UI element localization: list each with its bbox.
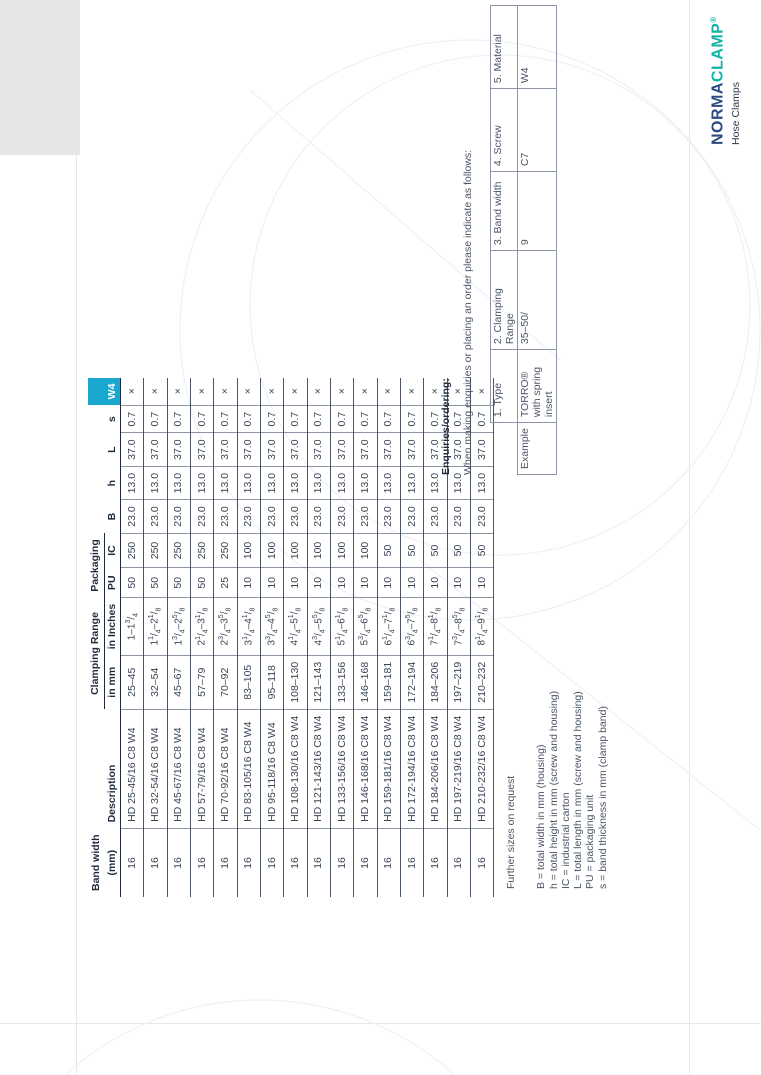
header-h: h: [104, 466, 121, 499]
cell-ic: 100: [354, 533, 377, 568]
cell-b: 23.0: [237, 500, 260, 533]
cell-range-inches: $7^3/_4-8^5/_8$: [447, 598, 470, 656]
cell-l: 37.0: [167, 433, 190, 466]
cell-band-width: 16: [400, 828, 423, 897]
cell-h: 13.0: [400, 466, 423, 499]
legend-item: PU = packaging unit: [584, 794, 597, 889]
cell-w4: ×: [447, 378, 470, 406]
cell-h: 13.0: [260, 466, 283, 499]
cell-description: HD 121-143/16 C8 W4: [307, 709, 330, 828]
cell-description: HD 32-54/16 C8 W4: [144, 709, 167, 828]
cell-range-mm: 210–232: [470, 655, 493, 709]
cell-description: HD 25-45/16 C8 W4: [121, 709, 144, 828]
header-w4: W4: [104, 378, 121, 406]
cell-range-inches: $1^1/_4-2^1/_8$: [144, 598, 167, 656]
legend-item: L = total length in mm (screw and housing): [572, 691, 585, 889]
cell-range-mm: 32–54: [144, 655, 167, 709]
cell-h: 13.0: [377, 466, 400, 499]
table-row: [167, 378, 190, 897]
cell-range-mm: 83–105: [237, 655, 260, 709]
cell-w4: ×: [167, 378, 190, 406]
table-row: [121, 378, 144, 897]
cell-s: 0.7: [400, 405, 423, 433]
cell-range-mm: 184–206: [424, 655, 447, 709]
cell-range-mm: 95–118: [260, 655, 283, 709]
cell-ic: 50: [470, 533, 493, 568]
cell-b: 23.0: [307, 500, 330, 533]
cell-b: 23.0: [260, 500, 283, 533]
cell-description: HD 210-232/16 C8 W4: [470, 709, 493, 828]
legend-item: B = total width in mm (housing): [535, 744, 548, 889]
header-ic: IC: [104, 533, 121, 568]
cell-s: 0.7: [214, 405, 237, 433]
cell-pu: 50: [167, 568, 190, 598]
order-header-material: 5. Material: [491, 6, 518, 89]
order-header-band-width: 3. Band width: [491, 172, 518, 251]
cell-pu: 10: [330, 568, 353, 598]
cell-range-mm: 172–194: [400, 655, 423, 709]
cell-h: 13.0: [190, 466, 213, 499]
cell-description: HD 57-79/16 C8 W4: [190, 709, 213, 828]
cell-s: 0.7: [284, 405, 307, 433]
cell-pu: 10: [237, 568, 260, 598]
cell-w4: ×: [237, 378, 260, 406]
cell-l: 37.0: [284, 433, 307, 466]
cell-pu: 50: [190, 568, 213, 598]
cell-band-width: 16: [121, 828, 144, 897]
cell-w4: ×: [284, 378, 307, 406]
cell-range-mm: 45–67: [167, 655, 190, 709]
cell-range-mm: 70–92: [214, 655, 237, 709]
cell-l: 37.0: [354, 433, 377, 466]
order-row-label: Example: [518, 423, 557, 475]
cell-w4: ×: [307, 378, 330, 406]
order-value-screw: C7: [518, 89, 557, 172]
cell-range-mm: 146–168: [354, 655, 377, 709]
product-table: [88, 378, 494, 897]
cell-band-width: 16: [470, 828, 493, 897]
cell-range-inches: $2^3/_4-3^5/_8$: [214, 598, 237, 656]
cell-pu: 25: [214, 568, 237, 598]
cell-w4: ×: [121, 378, 144, 406]
cell-b: 23.0: [470, 500, 493, 533]
cell-band-width: 16: [144, 828, 167, 897]
further-sizes-note: Further sizes on request: [505, 775, 517, 889]
cell-l: 37.0: [260, 433, 283, 466]
order-value-type: TORRO® with spring insert: [518, 350, 557, 423]
cell-w4: ×: [260, 378, 283, 406]
cell-s: 0.7: [260, 405, 283, 433]
cell-s: 0.7: [354, 405, 377, 433]
order-value-material: W4: [518, 6, 557, 89]
header-l: L: [104, 433, 121, 466]
cell-description: HD 159-181/16 C8 W4: [377, 709, 400, 828]
enquiries-text: When making enquiries or placing an order please indicate as follows:: [462, 149, 474, 475]
cell-range-mm: 57–79: [190, 655, 213, 709]
cell-l: 37.0: [470, 433, 493, 466]
cell-h: 13.0: [424, 466, 447, 499]
cell-ic: 100: [284, 533, 307, 568]
cell-range-inches: $3^3/_4-4^5/_8$: [260, 598, 283, 656]
cell-s: 0.7: [144, 405, 167, 433]
cell-w4: ×: [190, 378, 213, 406]
header-pu: PU: [104, 568, 121, 598]
cell-band-width: 16: [190, 828, 213, 897]
cell-b: 23.0: [144, 500, 167, 533]
cell-w4: ×: [214, 378, 237, 406]
table-row: [330, 378, 353, 897]
cell-l: 37.0: [121, 433, 144, 466]
table-row: [144, 378, 167, 897]
cell-s: 0.7: [237, 405, 260, 433]
cell-band-width: 16: [447, 828, 470, 897]
cell-range-mm: 121–143: [307, 655, 330, 709]
cell-description: HD 133-156/16 C8 W4: [330, 709, 353, 828]
cell-b: 23.0: [400, 500, 423, 533]
cell-ic: 50: [400, 533, 423, 568]
cell-band-width: 16: [167, 828, 190, 897]
header-s: s: [104, 405, 121, 433]
cell-s: 0.7: [167, 405, 190, 433]
cell-range-inches: $5^1/_4-6^1/_8$: [330, 598, 353, 656]
cell-l: 37.0: [377, 433, 400, 466]
cell-range-mm: 108–130: [284, 655, 307, 709]
enquiries-section: [440, 150, 474, 475]
cell-ic: 250: [214, 533, 237, 568]
cell-w4: ×: [377, 378, 400, 406]
table-row: [400, 378, 423, 897]
table-row: [284, 378, 307, 897]
cell-range-inches: $8^1/_4-9^1/_8$: [470, 598, 493, 656]
cell-pu: 10: [424, 568, 447, 598]
cell-s: 0.7: [377, 405, 400, 433]
table-row: [354, 378, 377, 897]
cell-h: 13.0: [121, 466, 144, 499]
cell-w4: ×: [424, 378, 447, 406]
cell-ic: 50: [424, 533, 447, 568]
cell-band-width: 16: [377, 828, 400, 897]
cell-l: 37.0: [190, 433, 213, 466]
cell-ic: 250: [144, 533, 167, 568]
cell-ic: 50: [377, 533, 400, 568]
table-row: [307, 378, 330, 897]
cell-ic: 50: [447, 533, 470, 568]
cell-range-inches: $5^3/_4-6^5/_8$: [354, 598, 377, 656]
cell-range-inches: $1^3/_4-2^5/_8$: [167, 598, 190, 656]
cell-b: 23.0: [354, 500, 377, 533]
cell-l: 37.0: [214, 433, 237, 466]
cell-band-width: 16: [237, 828, 260, 897]
cell-w4: ×: [400, 378, 423, 406]
cell-h: 13.0: [237, 466, 260, 499]
cell-range-mm: 159–181: [377, 655, 400, 709]
table-row: [260, 378, 283, 897]
cell-s: 0.7: [424, 405, 447, 433]
cell-l: 37.0: [330, 433, 353, 466]
cell-band-width: 16: [284, 828, 307, 897]
cell-range-mm: 133–156: [330, 655, 353, 709]
cell-s: 0.7: [447, 405, 470, 433]
header-band-width-unit: (mm): [104, 828, 121, 897]
cell-h: 13.0: [470, 466, 493, 499]
cell-pu: 10: [377, 568, 400, 598]
cell-w4: ×: [330, 378, 353, 406]
cell-b: 23.0: [190, 500, 213, 533]
order-value-clamping-range: 35–50/: [518, 251, 557, 350]
cell-description: HD 172-194/16 C8 W4: [400, 709, 423, 828]
cell-w4: ×: [354, 378, 377, 406]
cell-b: 23.0: [121, 500, 144, 533]
cell-range-inches: $7^1/_4-8^1/_8$: [424, 598, 447, 656]
cell-l: 37.0: [400, 433, 423, 466]
cell-band-width: 16: [330, 828, 353, 897]
cell-b: 23.0: [284, 500, 307, 533]
header-b: B: [104, 500, 121, 533]
cell-l: 37.0: [447, 433, 470, 466]
cell-l: 37.0: [424, 433, 447, 466]
cell-b: 23.0: [447, 500, 470, 533]
cell-ic: 250: [190, 533, 213, 568]
cell-pu: 10: [307, 568, 330, 598]
cell-l: 37.0: [307, 433, 330, 466]
cell-band-width: 16: [260, 828, 283, 897]
legend-item: h = total height in mm (screw and housing): [547, 690, 560, 889]
cell-h: 13.0: [284, 466, 307, 499]
cell-pu: 10: [260, 568, 283, 598]
cell-s: 0.7: [190, 405, 213, 433]
cell-ic: 100: [307, 533, 330, 568]
table-row: [377, 378, 400, 897]
cell-band-width: 16: [424, 828, 447, 897]
cell-pu: 10: [284, 568, 307, 598]
cell-band-width: 16: [307, 828, 330, 897]
cell-w4: ×: [144, 378, 167, 406]
order-header-type: 1. Type: [491, 350, 518, 423]
cell-pu: 10: [470, 568, 493, 598]
enquiries-title: Enquiries/ordering:: [440, 378, 452, 475]
brand-subtitle: Hose Clamps: [730, 81, 742, 145]
cell-pu: 10: [447, 568, 470, 598]
cell-ic: 100: [260, 533, 283, 568]
legend-item: IC = industrial carton: [559, 792, 572, 889]
cell-h: 13.0: [144, 466, 167, 499]
cell-range-inches: $6^3/_4-7^5/_8$: [400, 598, 423, 656]
notes: [505, 691, 609, 889]
header-in-inches: in Inches: [104, 598, 121, 656]
cell-description: HD 184-206/16 C8 W4: [424, 709, 447, 828]
cell-description: HD 83-105/16 C8 W4: [237, 709, 260, 828]
cell-description: HD 108-130/16 C8 W4: [284, 709, 307, 828]
cell-pu: 10: [400, 568, 423, 598]
cell-ic: 250: [121, 533, 144, 568]
cell-h: 13.0: [214, 466, 237, 499]
cell-band-width: 16: [354, 828, 377, 897]
cell-s: 0.7: [470, 405, 493, 433]
order-example-table: [490, 5, 557, 475]
cell-range-inches: $4^1/_4-5^1/_8$: [284, 598, 307, 656]
cell-b: 23.0: [167, 500, 190, 533]
cell-pu: 10: [354, 568, 377, 598]
order-header-clamping-range: 2. Clamping Range: [491, 251, 518, 350]
cell-ic: 100: [237, 533, 260, 568]
header-description: Description: [104, 709, 121, 828]
cell-ic: 100: [330, 533, 353, 568]
legend-item: s = band thickness in mm (clamp band): [596, 706, 609, 889]
header-band-width: Band width: [89, 834, 102, 891]
order-value-band-width: 9: [518, 172, 557, 251]
cell-range-mm: 25–45: [121, 655, 144, 709]
cell-b: 23.0: [330, 500, 353, 533]
cell-h: 13.0: [307, 466, 330, 499]
table-row: [214, 378, 237, 897]
table-row: [190, 378, 213, 897]
cell-range-inches: $1-1^3/_4$: [121, 598, 144, 656]
cell-description: HD 146-168/16 C8 W4: [354, 709, 377, 828]
header-clamping-range: Clamping Range: [88, 598, 104, 709]
cell-range-inches: $6^1/_4-7^1/_8$: [377, 598, 400, 656]
cell-pu: 50: [144, 568, 167, 598]
table-row: [237, 378, 260, 897]
order-header-screw: 4. Screw: [491, 89, 518, 172]
cell-range-inches: $4^3/_4-5^5/_8$: [307, 598, 330, 656]
cell-s: 0.7: [307, 405, 330, 433]
cell-description: HD 95-118/16 C8 W4: [260, 709, 283, 828]
cell-range-inches: $3^1/_4-4^1/_8$: [237, 598, 260, 656]
cell-h: 13.0: [330, 466, 353, 499]
cell-l: 37.0: [237, 433, 260, 466]
cell-pu: 50: [121, 568, 144, 598]
cell-band-width: 16: [214, 828, 237, 897]
header-packaging: Packaging: [88, 533, 104, 598]
cell-description: HD 197-219/16 C8 W4: [447, 709, 470, 828]
cell-w4: ×: [470, 378, 493, 406]
cell-h: 13.0: [167, 466, 190, 499]
cell-ic: 250: [167, 533, 190, 568]
cell-b: 23.0: [377, 500, 400, 533]
header-in-mm: in mm: [104, 655, 121, 709]
cell-s: 0.7: [330, 405, 353, 433]
cell-l: 37.0: [144, 433, 167, 466]
cell-description: HD 45-67/16 C8 W4: [167, 709, 190, 828]
cell-description: HD 70-92/16 C8 W4: [214, 709, 237, 828]
cell-range-mm: 197–219: [447, 655, 470, 709]
cell-b: 23.0: [214, 500, 237, 533]
cell-s: 0.7: [121, 405, 144, 433]
cell-range-inches: $2^1/_4-3^1/_8$: [190, 598, 213, 656]
cell-b: 23.0: [424, 500, 447, 533]
cell-h: 13.0: [447, 466, 470, 499]
cell-h: 13.0: [354, 466, 377, 499]
brand-logo: NORMACLAMP®: [709, 16, 727, 145]
